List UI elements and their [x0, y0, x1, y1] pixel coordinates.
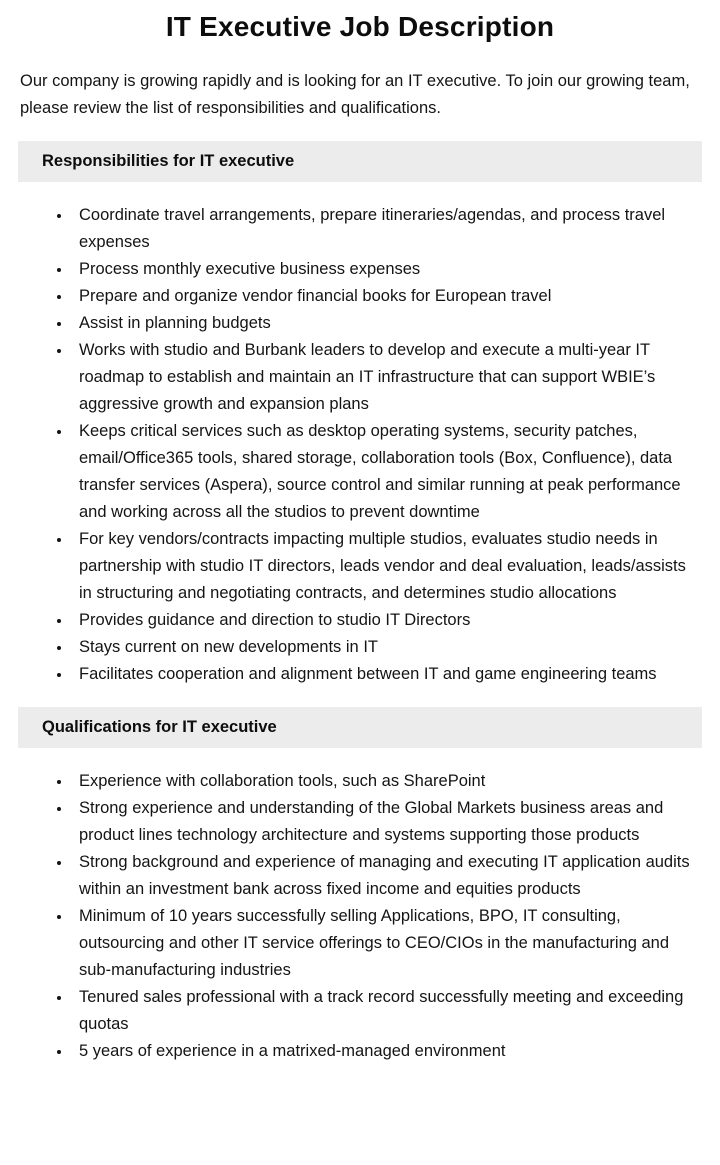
list-item: • Assist in planning budgets [72, 310, 700, 337]
list-item: • Prepare and organize vendor financial books for European travel [72, 283, 700, 310]
list-item: • Facilitates cooperation and alignment between IT and game engineering teams [72, 661, 700, 688]
list-item: • Experience with collaboration tools, such as SharePoint [72, 768, 700, 795]
intro-paragraph: Our company is growing rapidly and is looking for an IT executive. To join our growing team, please review the list of responsibilities and qualifications. [20, 72, 690, 117]
responsibilities-list [20, 202, 700, 688]
qualifications-section-header [18, 707, 702, 748]
list-item: • For key vendors/contracts impacting multiple studios, evaluates studio needs in partnership with studio IT directors, leads vendor and deal evaluation, leads/assists in structuring and negotiating contracts, and determines studio allocations [72, 526, 700, 607]
qualifications-list [20, 768, 700, 1065]
list-item: • Process monthly executive business expenses [72, 256, 700, 283]
qualifications-section-heading: Qualifications for IT executive [42, 718, 277, 736]
responsibilities-section-heading: Responsibilities for IT executive [42, 152, 295, 170]
list-item: • Works with studio and Burbank leaders to develop and execute a multi-year IT roadmap to establish and maintain an IT infrastructure that can support WBIE’s aggressive growth and expansion plans [72, 337, 700, 418]
list-item: • Minimum of 10 years successfully selling Applications, BPO, IT consulting, outsourcing and other IT service offerings to CEO/CIOs in the manufacturing and sub-manufacturing industries [72, 903, 700, 984]
list-item: • Strong experience and understanding of the Global Markets business areas and product lines technology architecture and systems supporting those products [72, 795, 700, 849]
responsibilities-section-header [18, 141, 702, 182]
list-item: • Keeps critical services such as desktop operating systems, security patches, email/Office365 tools, shared storage, collaboration tools (Box, Confluence), data transfer services (Aspera), source control and similar running at peak performance and working across all the studios to prevent downtime [72, 418, 700, 526]
list-item: • Tenured sales professional with a track record successfully meeting and exceeding quotas [72, 984, 700, 1038]
list-item: • Coordinate travel arrangements, prepare itineraries/agendas, and process travel expenses [72, 202, 700, 256]
list-item: • Strong background and experience of managing and executing IT application audits within an investment bank across fixed income and equities products [72, 849, 700, 903]
list-item: • Stays current on new developments in IT [72, 634, 700, 661]
list-item: • Provides guidance and direction to studio IT Directors [72, 607, 700, 634]
page-title: IT Executive Job Description [165, 11, 555, 42]
list-item: • 5 years of experience in a matrixed-managed environment [72, 1038, 700, 1065]
